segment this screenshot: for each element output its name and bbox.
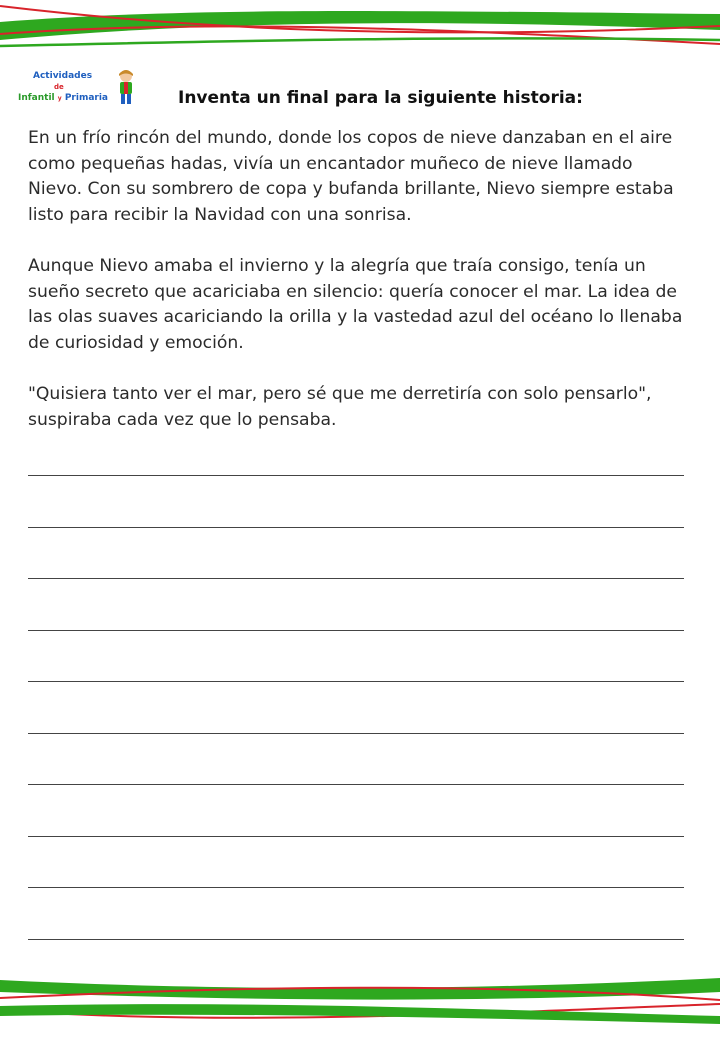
writing-line[interactable]: [28, 630, 684, 631]
logo-line-2: de: [54, 83, 64, 91]
writing-line[interactable]: [28, 527, 684, 528]
writing-line[interactable]: [28, 836, 684, 837]
logo-y: y: [57, 95, 62, 102]
story-text: [28, 126, 692, 459]
story-paragraph-1: En un frío rincón del mundo, donde los copos de nieve danzaban en el aire como pequeñas hadas, vivía un encantador muñeco de nieve llamado Nievo. Con su sombrero de copa y bufanda brillante, Nievo siempre estaba listo para recibir la Navidad con una sonrisa.: [28, 128, 674, 225]
logo-infantil: Infantil: [18, 93, 55, 103]
writing-line[interactable]: [28, 681, 684, 682]
logo-line-3: [18, 93, 108, 103]
logo-primaria: Primaria: [64, 93, 108, 103]
logo-line-1: Actividades: [33, 71, 93, 81]
child-mascot-icon: [113, 68, 139, 106]
writing-line[interactable]: [28, 784, 684, 785]
writing-line[interactable]: [28, 887, 684, 888]
writing-line[interactable]: [28, 733, 684, 734]
writing-line[interactable]: [28, 475, 684, 476]
story-paragraph-2: Aunque Nievo amaba el invierno y la alegría que traía consigo, tenía un sueño secreto que acariciaba en silencio: quería conocer el mar. La idea de las olas suaves acariciando la orilla y la vastedad azul del océano lo llenaba de curiosidad y emoción.: [28, 255, 683, 353]
writing-line[interactable]: [28, 578, 684, 579]
logo: [18, 68, 143, 108]
story-paragraph-3: "Quisiera tanto ver el mar, pero sé que me derretiría con solo pensarlo", suspiraba cada vez que lo pensaba.: [28, 383, 652, 430]
writing-line[interactable]: [28, 939, 684, 940]
page-title: Inventa un final para la siguiente historia:: [178, 88, 583, 108]
top-decorative-border: [0, 0, 720, 60]
writing-lines: [28, 475, 684, 990]
bottom-decorative-border: [0, 970, 720, 1030]
